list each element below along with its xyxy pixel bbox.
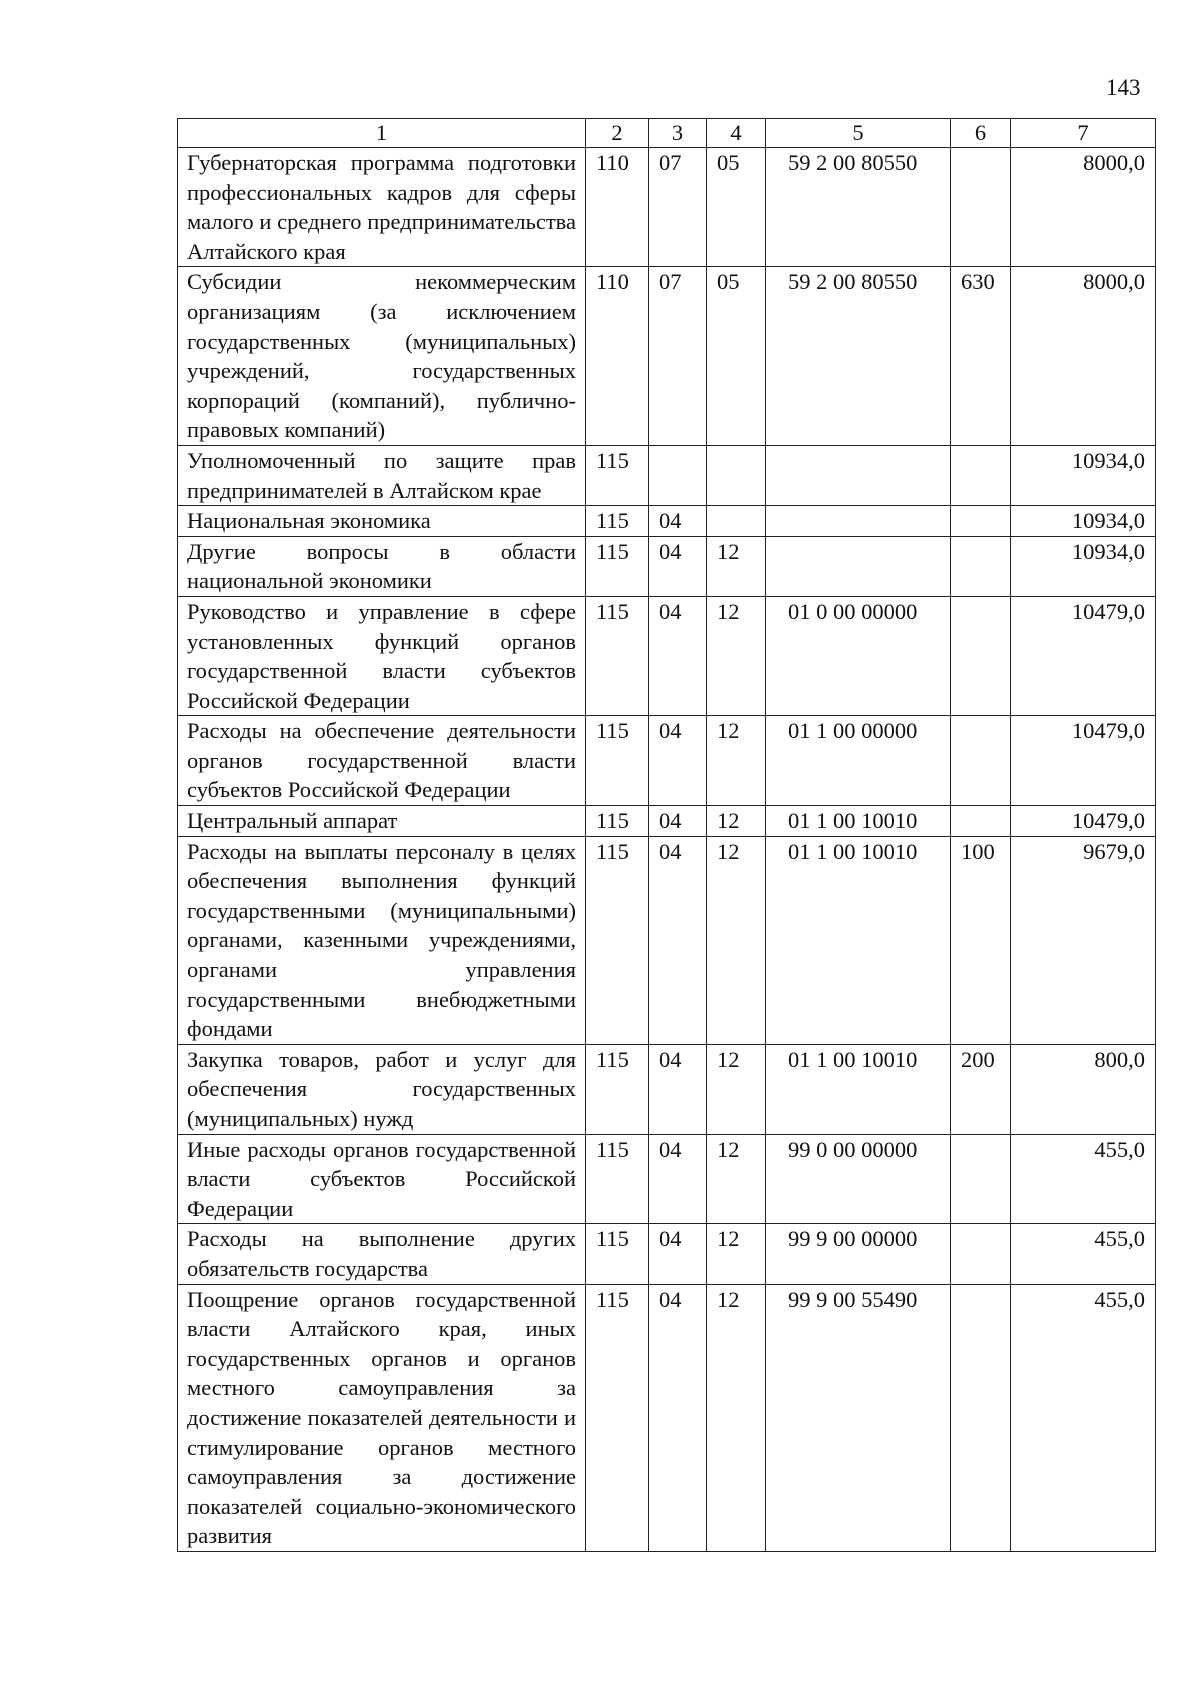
row-sum: 10479,0 bbox=[1011, 596, 1156, 715]
row-sum: 455,0 bbox=[1011, 1224, 1156, 1284]
row-sum: 455,0 bbox=[1011, 1134, 1156, 1224]
row-code-2: 115 bbox=[586, 445, 649, 505]
table-row bbox=[178, 267, 1156, 446]
row-sum: 10934,0 bbox=[1011, 445, 1156, 505]
table-row bbox=[178, 716, 1156, 806]
row-code-6 bbox=[951, 536, 1011, 596]
table-row bbox=[178, 445, 1156, 505]
row-code-4: 12 bbox=[707, 1044, 766, 1134]
row-sum: 10934,0 bbox=[1011, 536, 1156, 596]
column-header-2: 2 bbox=[586, 119, 649, 148]
row-code-4: 12 bbox=[707, 1284, 766, 1551]
row-name: Центральный аппарат bbox=[178, 806, 586, 837]
table-row bbox=[178, 148, 1156, 267]
page-number: 143 bbox=[1106, 75, 1141, 100]
row-code-3: 04 bbox=[649, 806, 707, 837]
table-row bbox=[178, 1224, 1156, 1284]
row-code-5 bbox=[766, 445, 951, 505]
row-code-6 bbox=[951, 506, 1011, 537]
row-code-2: 115 bbox=[586, 836, 649, 1044]
row-code-4: 05 bbox=[707, 148, 766, 267]
row-sum: 800,0 bbox=[1011, 1044, 1156, 1134]
row-name: Уполномоченный по защите прав предпринимателей в Алтайском крае bbox=[178, 445, 586, 505]
row-code-5: 01 1 00 00000 bbox=[766, 716, 951, 806]
row-code-5: 01 1 00 10010 bbox=[766, 836, 951, 1044]
row-code-6 bbox=[951, 1284, 1011, 1551]
row-code-2: 115 bbox=[586, 596, 649, 715]
row-code-5: 59 2 00 80550 bbox=[766, 148, 951, 267]
column-header-3: 3 bbox=[649, 119, 707, 148]
row-name: Расходы на обеспечение деятельности органов государственной власти субъектов Российской Федерации bbox=[178, 716, 586, 806]
row-code-5: 99 9 00 55490 bbox=[766, 1284, 951, 1551]
row-name: Руководство и управление в сфере установленных функций органов государственной власти субъектов Российской Федерации bbox=[178, 596, 586, 715]
row-code-2: 115 bbox=[586, 1224, 649, 1284]
row-code-4: 12 bbox=[707, 806, 766, 837]
row-name: Расходы на выплаты персоналу в целях обеспечения выполнения функций государственными (муниципальными) органами, казенными учреждениями, органами управления государственными внебюджетными фондами bbox=[178, 836, 586, 1044]
row-name: Национальная экономика bbox=[178, 506, 586, 537]
row-sum: 10479,0 bbox=[1011, 716, 1156, 806]
row-code-5 bbox=[766, 536, 951, 596]
row-code-2: 115 bbox=[586, 1044, 649, 1134]
row-code-5: 99 9 00 00000 bbox=[766, 1224, 951, 1284]
column-header-1: 1 bbox=[178, 119, 586, 148]
column-header-5: 5 bbox=[766, 119, 951, 148]
row-code-2: 115 bbox=[586, 1134, 649, 1224]
row-name: Закупка товаров, работ и услуг для обеспечения государственных (муниципальных) нужд bbox=[178, 1044, 586, 1134]
column-header-4: 4 bbox=[707, 119, 766, 148]
row-sum: 9679,0 bbox=[1011, 836, 1156, 1044]
row-code-3 bbox=[649, 445, 707, 505]
row-code-5 bbox=[766, 506, 951, 537]
table-row bbox=[178, 1284, 1156, 1551]
table-row bbox=[178, 1044, 1156, 1134]
row-code-4: 12 bbox=[707, 716, 766, 806]
row-code-3: 04 bbox=[649, 536, 707, 596]
row-code-3: 04 bbox=[649, 1224, 707, 1284]
row-code-2: 110 bbox=[586, 148, 649, 267]
row-code-4: 12 bbox=[707, 836, 766, 1044]
row-name: Поощрение органов государственной власти Алтайского края, иных государственных органов и органов местного самоуправления за достижение показателей деятельности и стимулирование органов местного самоуправления за достижение показателей социально-экономического развития bbox=[178, 1284, 586, 1551]
row-code-5: 59 2 00 80550 bbox=[766, 267, 951, 446]
row-code-5: 99 0 00 00000 bbox=[766, 1134, 951, 1224]
row-code-3: 04 bbox=[649, 506, 707, 537]
row-code-6: 630 bbox=[951, 267, 1011, 446]
row-code-2: 115 bbox=[586, 806, 649, 837]
row-name: Субсидии некоммерческим организациям (за исключением государственных (муниципальных) учреждений, государственных корпораций (компаний), публично-правовых компаний) bbox=[178, 267, 586, 446]
table-row bbox=[178, 1134, 1156, 1224]
table-row bbox=[178, 536, 1156, 596]
row-code-6 bbox=[951, 806, 1011, 837]
table-row bbox=[178, 836, 1156, 1044]
row-name: Другие вопросы в области национальной экономики bbox=[178, 536, 586, 596]
table-row bbox=[178, 806, 1156, 837]
column-header-7: 7 bbox=[1011, 119, 1156, 148]
row-code-5: 01 1 00 10010 bbox=[766, 806, 951, 837]
row-code-4: 12 bbox=[707, 1224, 766, 1284]
row-code-2: 115 bbox=[586, 716, 649, 806]
row-code-2: 115 bbox=[586, 536, 649, 596]
row-code-3: 04 bbox=[649, 1044, 707, 1134]
row-sum: 8000,0 bbox=[1011, 267, 1156, 446]
row-code-6 bbox=[951, 445, 1011, 505]
row-code-6: 100 bbox=[951, 836, 1011, 1044]
table-row bbox=[178, 506, 1156, 537]
row-name: Губернаторская программа подготовки профессиональных кадров для сферы малого и среднего предпринимательства Алтайского края bbox=[178, 148, 586, 267]
row-code-4: 12 bbox=[707, 1134, 766, 1224]
row-code-5: 01 1 00 10010 bbox=[766, 1044, 951, 1134]
row-sum: 10479,0 bbox=[1011, 806, 1156, 837]
row-code-4 bbox=[707, 506, 766, 537]
row-code-6 bbox=[951, 716, 1011, 806]
row-sum: 10934,0 bbox=[1011, 506, 1156, 537]
row-name: Расходы на выполнение других обязательств государства bbox=[178, 1224, 586, 1284]
row-code-4 bbox=[707, 445, 766, 505]
column-header-6: 6 bbox=[951, 119, 1011, 148]
row-code-2: 115 bbox=[586, 506, 649, 537]
row-code-6 bbox=[951, 1134, 1011, 1224]
row-code-3: 04 bbox=[649, 596, 707, 715]
row-code-2: 110 bbox=[586, 267, 649, 446]
row-code-5: 01 0 00 00000 bbox=[766, 596, 951, 715]
row-code-4: 05 bbox=[707, 267, 766, 446]
row-code-4: 12 bbox=[707, 536, 766, 596]
row-code-3: 07 bbox=[649, 267, 707, 446]
row-code-6: 200 bbox=[951, 1044, 1011, 1134]
row-sum: 8000,0 bbox=[1011, 148, 1156, 267]
row-code-3: 04 bbox=[649, 836, 707, 1044]
row-code-4: 12 bbox=[707, 596, 766, 715]
row-code-3: 04 bbox=[649, 1134, 707, 1224]
row-name: Иные расходы органов государственной власти субъектов Российской Федерации bbox=[178, 1134, 586, 1224]
row-sum: 455,0 bbox=[1011, 1284, 1156, 1551]
row-code-2: 115 bbox=[586, 1284, 649, 1551]
row-code-6 bbox=[951, 1224, 1011, 1284]
row-code-6 bbox=[951, 148, 1011, 267]
row-code-3: 07 bbox=[649, 148, 707, 267]
row-code-3: 04 bbox=[649, 1284, 707, 1551]
row-code-6 bbox=[951, 596, 1011, 715]
budget-table bbox=[177, 118, 1156, 1552]
table-header-row bbox=[178, 119, 1156, 148]
table-row bbox=[178, 596, 1156, 715]
row-code-3: 04 bbox=[649, 716, 707, 806]
